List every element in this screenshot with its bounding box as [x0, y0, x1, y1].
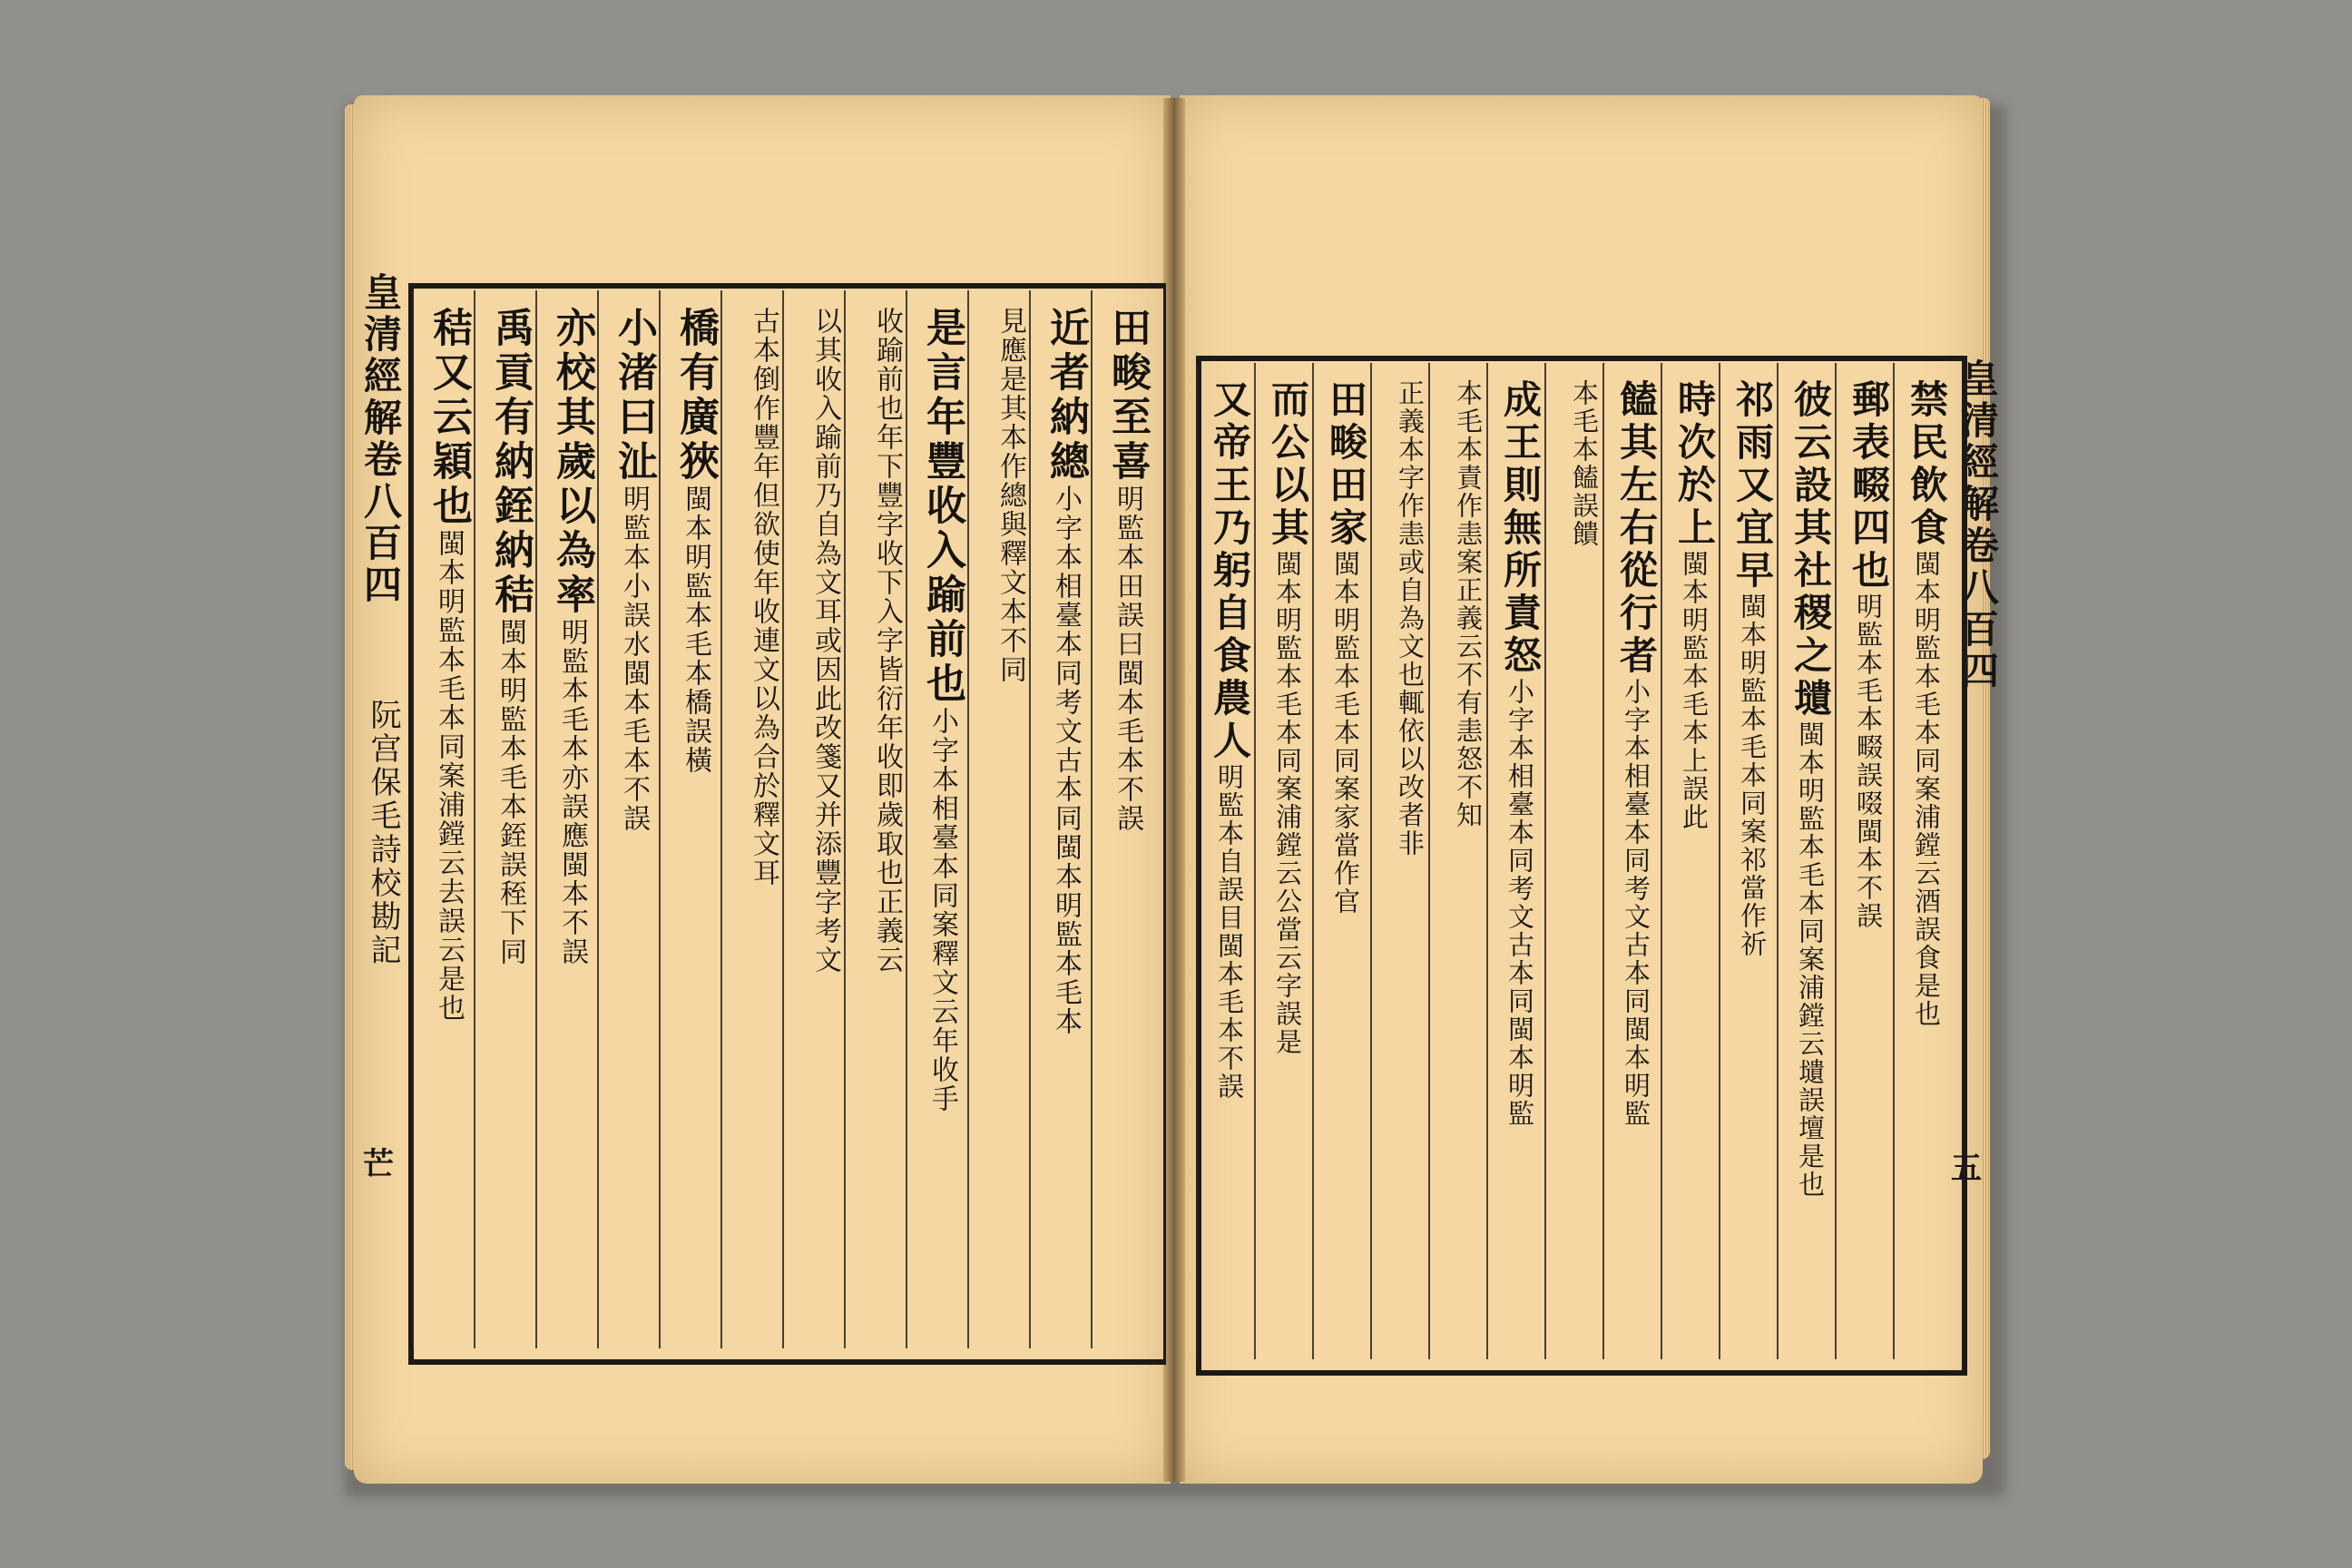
book-gutter	[1163, 98, 1185, 1482]
right-column-rule	[1602, 363, 1604, 1359]
left-column-rule	[659, 290, 661, 1348]
right-text-column	[1377, 379, 1426, 1348]
right-commentary: 閩本明監本毛本同案浦鏜云公當云字誤是	[1272, 550, 1303, 1056]
left-text-column	[913, 307, 965, 1338]
right-column-rule	[1428, 363, 1430, 1359]
left-column-rule	[967, 290, 969, 1348]
left-text-column	[975, 307, 1024, 1338]
left-column-rule	[535, 290, 537, 1348]
left-commentary: 明監本小誤水閩本毛本不誤	[618, 485, 650, 833]
left-margin-title: 皇清經解卷八百四	[358, 272, 403, 606]
left-margin-subtitle: 阮宫保毛詩校勘記	[365, 699, 401, 967]
right-commentary: 閩本明監本毛本上誤此	[1679, 550, 1710, 831]
right-commentary: 閩本明監本毛本同案浦鏜云壝誤壇是也	[1795, 720, 1826, 1199]
left-commentary: 古本倒作豐年但欲使年收連文以為合於釋文耳	[748, 307, 779, 887]
right-column-rule	[1719, 363, 1720, 1359]
left-headword: 亦校其歲以為率	[549, 307, 595, 618]
left-column-rule	[1091, 290, 1093, 1348]
left-commentary: 閩本明監本毛本銍誤秷下同	[495, 618, 526, 966]
right-text-column	[1494, 379, 1543, 1348]
right-commentary: 閩本明監本毛本同案家當作官	[1330, 550, 1361, 916]
right-commentary: 明監本自誤目閩本毛本不誤	[1214, 763, 1245, 1101]
right-headword: 禁民飲食	[1905, 379, 1949, 550]
left-text-column	[604, 307, 657, 1338]
left-text-column	[543, 307, 595, 1338]
right-headword: 時次於上	[1672, 379, 1717, 550]
left-text-column	[481, 307, 534, 1338]
right-headword: 郵表畷四也	[1847, 379, 1891, 593]
right-column-rule	[1370, 363, 1372, 1359]
right-column-rule	[1777, 363, 1779, 1359]
left-text-column	[789, 307, 841, 1338]
left-commentary: 小字本相臺本同案釋文云年收手	[926, 707, 958, 1113]
right-text-column	[1552, 379, 1600, 1348]
left-commentary: 閩本明監本毛本橋誤橫	[680, 485, 711, 775]
right-commentary: 本毛本饁誤饋	[1569, 379, 1600, 548]
right-commentary: 本毛本責作恚案正義云不有恚怒不知	[1453, 379, 1484, 829]
left-commentary: 明監本毛本亦誤應閩本不誤	[556, 618, 588, 966]
right-page-number: 五	[1951, 1151, 1982, 1187]
left-text-column	[1098, 307, 1151, 1338]
right-column-rule	[1254, 363, 1256, 1359]
right-margin-title: 皇清經解卷八百四	[1955, 358, 2000, 692]
right-column-rule	[1835, 363, 1837, 1359]
right-text-column	[1436, 379, 1484, 1348]
right-text-column	[1726, 379, 1775, 1348]
left-commentary: 以其收入踰前乃自為文耳或因此改箋又并添豐字考文	[809, 307, 841, 975]
right-text-column	[1668, 379, 1717, 1348]
left-text-column	[666, 307, 719, 1338]
left-column-rule	[720, 290, 722, 1348]
right-column-rule	[1544, 363, 1546, 1359]
right-headword: 祁雨又宜早	[1730, 379, 1775, 593]
left-commentary: 明監本田誤曰閩本毛本不誤	[1112, 485, 1143, 833]
left-column-rule	[597, 290, 599, 1348]
right-text-column	[1900, 379, 1949, 1348]
right-headword: 成王則無所責怒	[1498, 379, 1543, 678]
left-text-column	[419, 307, 472, 1338]
left-headword: 禹貢有納銍納秸	[487, 307, 534, 618]
right-commentary: 小字本相臺本同考文古本同閩本明監	[1621, 678, 1651, 1128]
right-text-column	[1203, 379, 1252, 1348]
right-column-rule	[1196, 363, 1198, 1359]
left-commentary: 小字本相臺本同考文古本同閩本明監本毛本	[1050, 485, 1082, 1036]
left-column-rule	[474, 290, 475, 1348]
right-column-rule	[1893, 363, 1895, 1359]
right-column-rule	[1486, 363, 1488, 1359]
right-headword: 田畯田家	[1324, 379, 1368, 550]
right-text-column	[1319, 379, 1368, 1348]
right-text-column	[1842, 379, 1891, 1348]
right-column-rule	[1661, 363, 1662, 1359]
right-text-column	[1261, 379, 1310, 1348]
left-headword: 是言年豐收入踰前也	[919, 307, 965, 707]
left-commentary: 收踰前也年下豐字收下入字皆衍年收即歲取也正義云	[871, 307, 903, 975]
left-text-column	[728, 307, 777, 1338]
left-headword: 近者納總	[1043, 307, 1089, 485]
left-column-rule	[782, 290, 784, 1348]
right-text-column	[1784, 379, 1833, 1348]
left-headword: 小渚曰沚	[611, 307, 657, 485]
left-column-rule	[412, 290, 414, 1348]
right-commentary: 正義本字作恚或自為文也輒依以改者非	[1395, 379, 1426, 858]
right-headword: 又帝王乃躬自食農人	[1208, 379, 1252, 763]
left-page-number: 芒	[363, 1146, 394, 1182]
left-column-rule	[844, 290, 846, 1348]
left-column-rule	[906, 290, 907, 1348]
right-headword: 而公以其	[1266, 379, 1310, 550]
right-commentary: 閩本明監本毛本同案祁當作祈	[1737, 593, 1768, 958]
right-headword: 彼云設其社稷之壝	[1788, 379, 1833, 720]
right-text-column	[1610, 379, 1659, 1348]
left-commentary: 見應是其本作總與釋文本不同	[995, 307, 1026, 684]
left-headword: 秸又云穎也	[426, 307, 472, 529]
right-column-rule	[1312, 363, 1314, 1359]
right-commentary: 閩本明監本毛本同案浦鏜云酒誤食是也	[1911, 550, 1942, 1028]
left-headword: 田畯至喜	[1104, 307, 1151, 485]
right-commentary: 明監本毛本畷誤啜閩本不誤	[1853, 593, 1884, 930]
left-text-column	[1036, 307, 1089, 1338]
right-headword: 饁其左右從行者	[1614, 379, 1659, 678]
right-commentary: 小字本相臺本同考文古本同閩本明監	[1504, 678, 1535, 1128]
left-text-column	[851, 307, 903, 1338]
left-commentary: 閩本明監本毛本同案浦鏜云去誤云是也	[433, 529, 465, 1023]
left-column-rule	[1029, 290, 1031, 1348]
left-headword: 橋有廣狹	[672, 307, 719, 485]
